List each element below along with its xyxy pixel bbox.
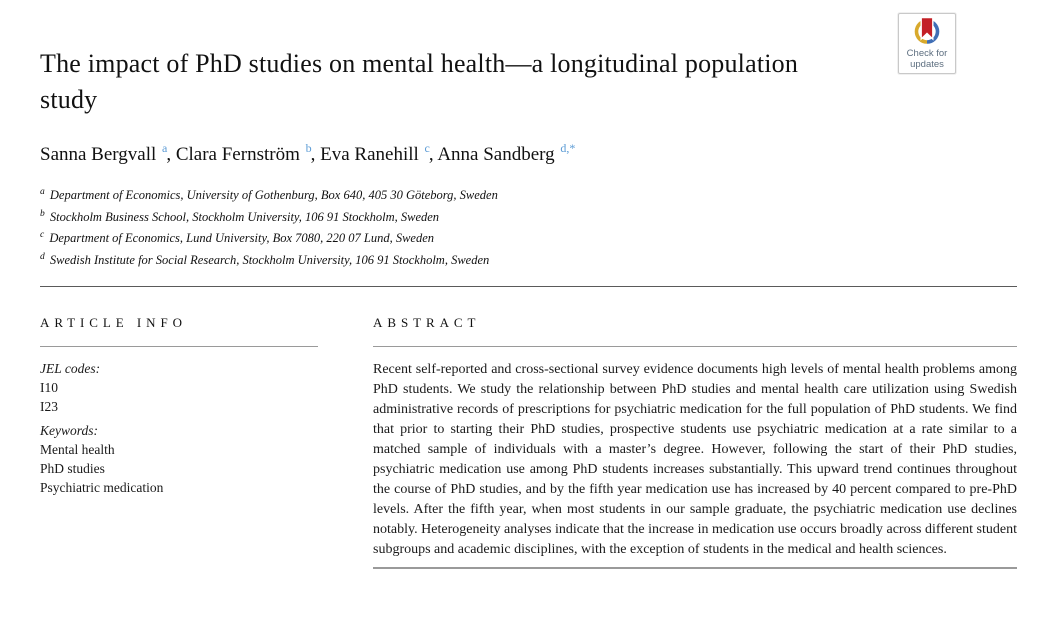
- affiliation-item: $^b$ Stockholm Business School, Stockholm University, 106 91 Stockholm, Sweden: [40, 208, 440, 224]
- abstract-column: [373, 315, 1017, 569]
- affiliation-item: $^d$ Swedish Institute for Social Research, Stockholm University, 106 91 Stockholm, Sweden: [40, 251, 490, 268]
- author-affiliation-sup: d,*: [560, 140, 576, 155]
- affiliations-list: [40, 183, 1017, 270]
- affiliation-sup: b: [40, 208, 45, 219]
- keyword-item: Psychiatric medication: [40, 479, 164, 495]
- column-gap: [318, 315, 373, 569]
- keyword-item: Mental health: [40, 441, 115, 457]
- keyword-item: PhD studies: [40, 460, 105, 476]
- affiliation-sup: d: [40, 251, 45, 262]
- author-affiliation-sup: a: [162, 140, 168, 155]
- keywords-label: Keywords:: [40, 422, 98, 438]
- affiliation-sup: a: [40, 187, 45, 197]
- author-name: Clara Fernström $^b$: [175, 140, 312, 165]
- jel-codes-list: [40, 378, 318, 416]
- article-info-column: [40, 315, 318, 569]
- author-line: Sanna Bergvall $^a$, Clara Fernström $^b$, Eva Ranehill $^c$, Anna Sandberg $^{d,*}$: [40, 140, 576, 165]
- divider-bottom: [373, 567, 1017, 569]
- affiliation-item: $^a$ Department of Economics, University of Gothenburg, Box 640, 405 30 Göteborg, Sweden: [40, 187, 498, 203]
- keywords-list: [40, 440, 318, 497]
- crossmark-icon: [899, 17, 955, 49]
- author-name: Anna Sandberg $^{d,*}$: [437, 140, 576, 165]
- crossmark-badge[interactable]: [898, 13, 956, 74]
- author-affiliation-sup: c: [424, 140, 430, 155]
- two-column-layout: [40, 315, 1017, 569]
- affiliation-sup: c: [40, 230, 45, 241]
- jel-code-item: I10: [40, 379, 58, 395]
- author-affiliation-sup: b: [305, 140, 312, 155]
- article-info-heading: ARTICLE INFO: [40, 315, 318, 347]
- article-info-body: [40, 359, 318, 497]
- author-name: Eva Ranehill $^c$: [320, 140, 430, 165]
- divider-top: [40, 286, 1017, 287]
- jel-codes-label: JEL codes:: [40, 360, 101, 376]
- crossmark-label-line1: Check for: [906, 48, 948, 59]
- jel-code-item: I23: [40, 398, 58, 414]
- affiliation-item: $^c$ Department of Economics, Lund University, Box 7080, 220 07 Lund, Sweden: [40, 230, 435, 246]
- abstract-heading: ABSTRACT: [373, 315, 1017, 347]
- article-title: The impact of PhD studies on mental health—a longitudinal population study: [40, 49, 799, 114]
- crossmark-label-line2: updates: [910, 58, 944, 70]
- abstract-text: Recent self-reported and cross-sectional survey evidence documents high levels of mental health problems among PhD students. We study the relationship between PhD studies and mental health care utilization using Swedish administrative records of prescriptions for psychiatric medication for the full population of PhD students. We find that prior to starting their PhD studies, prospective students use psychiatric medication at a rate similar to a matched sample of individuals with a master’s degree. However, following the start of their PhD studies, psychiatric medication use among PhD students increases substantially. This upward trend continues throughout the course of PhD studies, and by the fifth year medication use has increased by 40 percent compared to pre-PhD levels. After the fifth year, when most students in our sample graduate, the psychiatric medication use declines notably. Heterogeneity analyses indicate that the increase in medication use occurs broadly across different student subgroups and academic disciplines, with the exception of students in the medical and health sciences.: [373, 361, 1017, 557]
- author-name: Sanna Bergvall $^a$: [40, 140, 168, 165]
